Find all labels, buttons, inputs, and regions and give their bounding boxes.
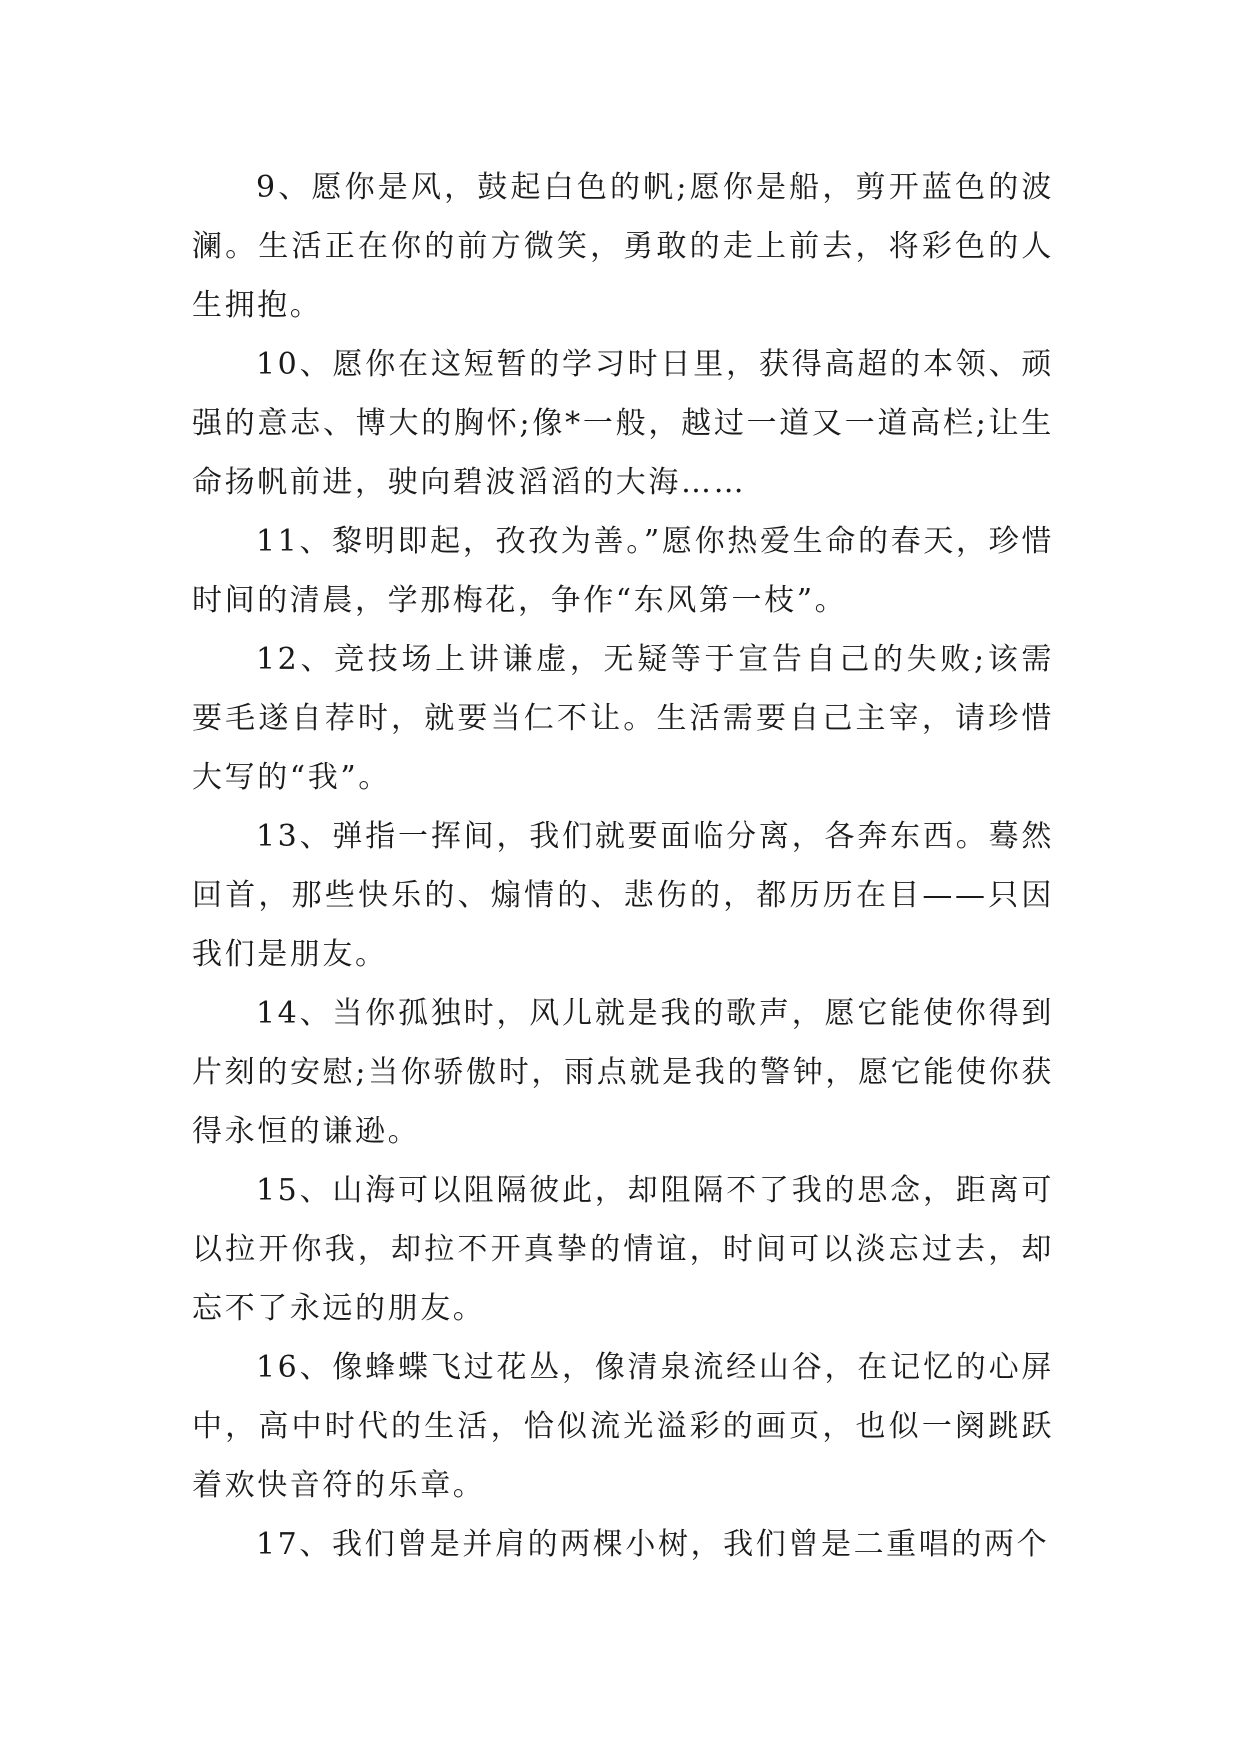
paragraph-10: 10、愿你在这短暂的学习时日里，获得高超的本领、顽强的意志、博大的胸怀;像*一般，越过一道又一道高栏;让生命扬帆前进，驶向碧波滔滔的大海…… xyxy=(192,347,1054,500)
paragraph-9: 9、愿你是风，鼓起白色的帆;愿你是船，剪开蓝色的波澜。生活正在你的前方微笑，勇敢的走上前去，将彩色的人生拥抱。 xyxy=(192,170,1054,323)
paragraph-11: 11、黎明即起，孜孜为善。”愿你热爱生命的春天，珍惜时间的清晨，学那梅花，争作“东风第一枝”。 xyxy=(192,524,1054,618)
paragraph-14: 14、当你孤独时，风儿就是我的歌声，愿它能使你得到片刻的安慰;当你骄傲时，雨点就是我的警钟，愿它能使你获得永恒的谦逊。 xyxy=(192,996,1054,1149)
paragraph-15: 15、山海可以阻隔彼此，却阻隔不了我的思念，距离可以拉开你我，却拉不开真挚的情谊，时间可以淡忘过去，却忘不了永远的朋友。 xyxy=(192,1173,1054,1326)
document-body xyxy=(192,158,1054,1574)
paragraph-13: 13、弹指一挥间，我们就要面临分离，各奔东西。蓦然回首，那些快乐的、煽情的、悲伤的，都历历在目——只因我们是朋友。 xyxy=(192,819,1054,972)
paragraph-16: 16、像蜂蝶飞过花丛，像清泉流经山谷，在记忆的心屏中，高中时代的生活，恰似流光溢彩的画页，也似一阕跳跃着欢快音符的乐章。 xyxy=(192,1350,1054,1503)
paragraph-12: 12、竞技场上讲谦虚，无疑等于宣告自己的失败;该需要毛遂自荐时，就要当仁不让。生活需要自己主宰，请珍惜大写的“我”。 xyxy=(192,642,1054,795)
paragraph-17: 17、我们曾是并肩的两棵小树，我们曾是二重唱的两个 xyxy=(256,1527,1050,1562)
